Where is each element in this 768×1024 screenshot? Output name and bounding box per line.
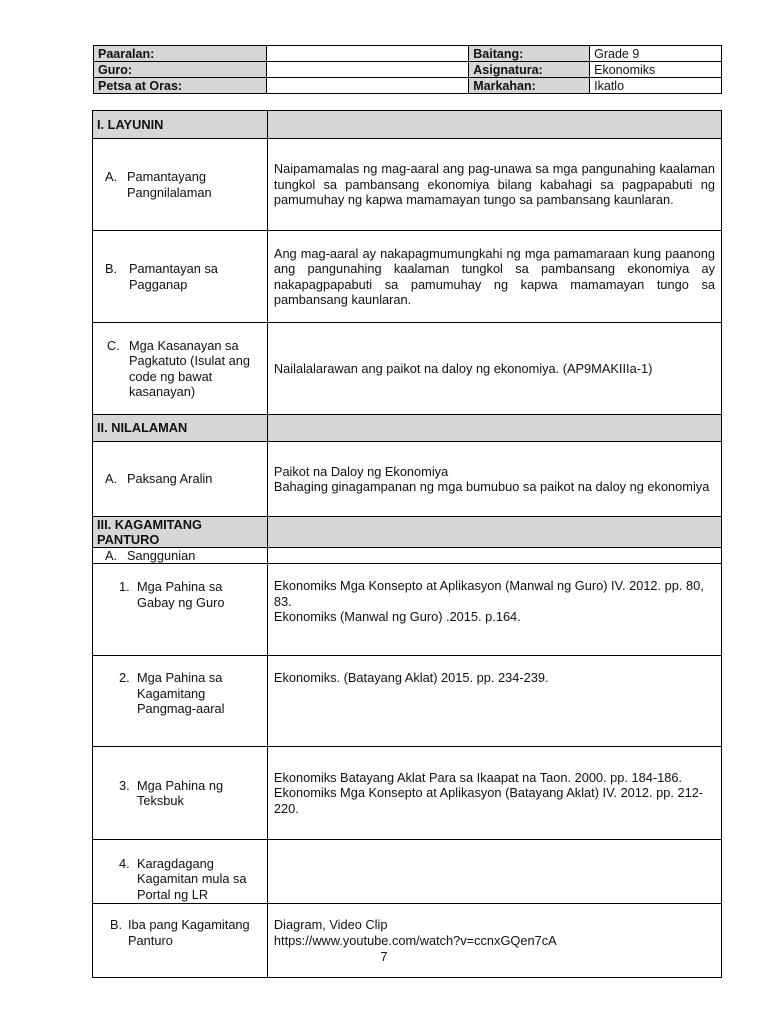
row-label: Mga Pahina ng Teksbuk [137, 777, 224, 808]
section-title-kagamitan: III. KAGAMITANG PANTURO [97, 517, 202, 547]
item-marker: B. [105, 261, 118, 276]
section-kagamitan [93, 517, 722, 548]
info-row-guro [94, 62, 722, 78]
value-markahan: Ikatlo [590, 78, 722, 94]
item-marker: 1. [119, 579, 130, 594]
section-title-nilalaman: II. NILALAMAN [93, 415, 268, 442]
content-line: Ekonomiks (Manwal ng Guro) .2015. p.164. [273, 609, 521, 624]
row-paksang-aralin [93, 442, 722, 517]
row-mga-kasanayan [93, 323, 722, 415]
content-line: Ekonomiks. (Batayang Aklat) 2015. pp. 234-239. [273, 670, 549, 685]
row-karagdagang-kagamitan [93, 840, 722, 904]
row-content [267, 904, 721, 978]
row-kagamitang-pangmag-aaral [93, 656, 722, 747]
row-content: Nailalalarawan ang paikot na daloy ng ekonomiya. (AP9MAKIIIa-1) [267, 323, 721, 415]
section-title-layunin: I. LAYUNIN [93, 111, 268, 139]
row-content [267, 747, 721, 840]
content-line: Paikot na Daloy ng Ekonomiya [273, 463, 449, 479]
item-marker: A. [105, 169, 118, 184]
section-nilalaman [93, 415, 722, 442]
row-gabay-ng-guro [93, 564, 722, 656]
info-table [93, 45, 722, 94]
item-marker: A. [105, 471, 118, 487]
value-paaralan [266, 46, 469, 62]
row-label: Paksang Aralin [127, 471, 213, 487]
item-marker: C. [107, 337, 120, 353]
row-sanggunian [93, 548, 722, 564]
row-label: Iba pang Kagamitang Panturo [128, 917, 250, 948]
item-marker: 3. [119, 777, 130, 793]
row-label: Sanggunian [127, 547, 196, 563]
item-marker: A. [105, 547, 118, 563]
info-row-petsa [94, 78, 722, 94]
row-content [267, 840, 721, 904]
row-teksbuk [93, 747, 722, 840]
row-content [267, 564, 721, 656]
row-content [267, 548, 721, 564]
video-link[interactable]: https://www.youtube.com/watch?v=ccnxGQen7cA [273, 932, 557, 948]
content-line: Ekonomiks Batayang Aklat Para sa Ikaapat na Taon. 2000. pp. 184-186. [273, 769, 683, 785]
row-pamantayang-pangnilalaman [93, 139, 722, 231]
row-label: Pamantayan sa Pagganap [129, 261, 218, 292]
row-pamantayan-sa-pagganap [93, 231, 722, 323]
row-iba-pang-kagamitan [93, 904, 722, 978]
label-baitang: Baitang: [469, 46, 590, 62]
row-label: Pamantayang Pangnilalaman [127, 169, 212, 200]
row-label: Mga Pahina sa Kagamitang Pangmag-aaral [137, 670, 225, 716]
row-content: Naipamamalas ng mag-aaral ang pag-unawa sa mga pangunahing kaalaman tungkol sa pambansang ekonomiya bilang kabahagi sa pagpapabuti ng pamumuhay ng kapwa mamamayan tungo sa pambansang kaunlaran. [267, 139, 721, 231]
row-label: Mga Pahina sa Gabay ng Guro [137, 579, 225, 610]
item-marker: 4. [119, 855, 130, 871]
content-line: Bahaging ginagampanan ng mga bumubuo sa paikot na daloy ng ekonomiya [273, 479, 710, 494]
row-label: Mga Kasanayan sa Pagkatuto (Isulat ang code ng bawat kasanayan) [129, 337, 250, 399]
section-blank [267, 517, 721, 548]
section-blank [267, 415, 721, 442]
label-petsa: Petsa at Oras: [94, 78, 267, 94]
info-row-paaralan [94, 46, 722, 62]
section-blank [267, 111, 721, 139]
label-markahan: Markahan: [469, 78, 590, 94]
value-baitang: Grade 9 [590, 46, 722, 62]
label-paaralan: Paaralan: [94, 46, 267, 62]
row-label: Karagdagang Kagamitan mula sa Portal ng LR [137, 855, 247, 902]
value-petsa [266, 78, 469, 94]
item-marker: 2. [119, 670, 130, 685]
lesson-plan-table [92, 110, 722, 978]
value-asignatura: Ekonomiks [590, 62, 722, 78]
section-layunin [93, 111, 722, 139]
content-line: Diagram, Video Clip [273, 917, 388, 932]
label-guro: Guro: [94, 62, 267, 78]
content-line: Ekonomiks Mga Konsepto at Aplikasyon (Batayang Aklat) IV. 2012. pp. 212- 220. [273, 785, 704, 816]
row-content [267, 656, 721, 747]
row-content [267, 442, 721, 517]
page-number: 7 [380, 949, 388, 964]
value-guro [266, 62, 469, 78]
row-content: Ang mag-aaral ay nakapagmumungkahi ng mga pamamaraan kung paanong ang pangunahing kaalaman tungkol sa pambansang ekonomiya ay nakapagpapabuti sa pamumuhay ng kapwa mamamayan tungo sa pambansang kaunlaran. [267, 231, 721, 323]
content-line: Ekonomiks Mga Konsepto at Aplikasyon (Manwal ng Guro) IV. 2012. pp. 80, 83. [273, 578, 704, 609]
item-marker: B. [110, 917, 123, 932]
label-asignatura: Asignatura: [469, 62, 590, 78]
